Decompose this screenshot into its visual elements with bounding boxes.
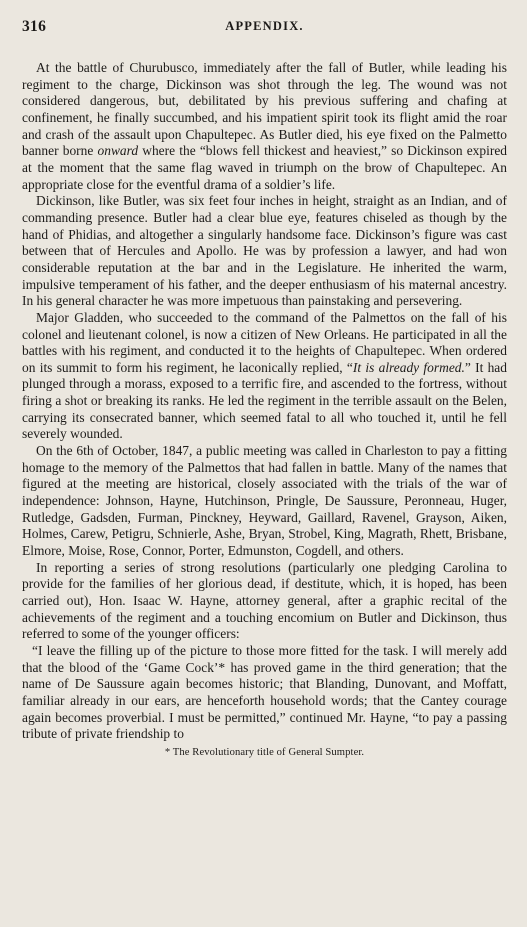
- body-text: [22, 60, 507, 743]
- paragraph-text: where the “blows fell thickest and heaviest,” so Dickinson expired at the moment that the same flag waved in triumph on the brow of Chapultepec. An appropriate close for the eventful drama of a soldier’s life.: [22, 143, 508, 192]
- paragraph-text: ” It had plunged through a morass, exposed to a terrific fire, and ascended to the fortress, without firing a shot or breaking its ranks. He led the regiment in the terrible assault on the Belen, carrying its consecrated banner, which seemed fatal to all who touched it, until he fell severely wounded.: [22, 359, 507, 442]
- paragraph-churubusco: [22, 60, 507, 193]
- emphasis-text: It is already formed.: [352, 359, 465, 375]
- footnote: * The Revolutionary title of General Sumpter.: [164, 746, 365, 758]
- paragraph-resolutions: In reporting a series of strong resolutions (particularly one pledging Carolina to provide for the families of her glorious dead, if destitute, which, it is hoped, has been carried out), Hon. Isaac W. Hayne, attorney general, after a graphic recital of the achievements of the regiment and a touching encomium on Butler and Dickinson, thus referred to some of the younger officers:: [22, 559, 507, 642]
- paragraph-text: Major Gladden, who succeeded to the command of the Palmettos on the fall of his colonel and lieutenant colonel, is now a citizen of New Orleans. He participated in all the battles with his regiment, and conducted it to the heights of Chapultepec. When ordered on its summit to form his regiment, he laconically replied, “: [22, 309, 507, 375]
- emphasis-text: onward: [97, 143, 139, 159]
- running-head: APPENDIX.: [225, 19, 304, 33]
- paragraph-text: At the battle of Churubusco, immediately after the fall of Butler, while leading his regiment to the charge, Dickinson was shot through the leg. The wound was not considered dangerous, but, debilitated by his previous suffering and chafing at confinement, he finally succumbed, and his impatient spirit took its flight amid the roar and crash of the assault upon Chapultepec. As Butler died, his eye fixed on the Palmetto banner borne: [22, 60, 507, 159]
- paragraph-gladden: [22, 310, 507, 443]
- paragraph-dickinson: Dickinson, like Butler, was six feet four inches in height, straight as an Indian, and of commanding presence. Butler had a clear blue eye, features chiseled as though by the hand of Phidias, and altogether a singularly handsome face. Dickinson’s figure was cast between that of Hercules and Apollo. He was by profession a lawyer, and had won considerable reputation at the bar and in the Legislature. He inherited the warm, impulsive temperament of his father, and the deeper enthusiasm of his maternal ancestry. In his general character he was more impetuous than painstaking and persevering.: [22, 193, 507, 309]
- paragraph-hayne-quote: “I leave the filling up of the picture to those more fitted for the task. I will merely add that the blood of the ‘Game Cock’* has proved game in the third generation; that the name of De Saussure again becomes historic; that Blanding, Dunovant, and Moffatt, familiar already in our ears, are henceforth household words; that the Cantey courage again becomes proverbial. I must be permitted,” continued Mr. Hayne, “to pay a passing tribute of private friendship to: [22, 642, 507, 742]
- paragraph-charleston-meeting: On the 6th of October, 1847, a public meeting was called in Charleston to pay a fitting homage to the memory of the Palmettos that had fallen in battle. Many of the names that figured at the meeting are historical, closely associated with the trials of the war of independence: Johnson, Hayne, Hutchinson, Pringle, De Saussure, Peronneau, Huger, Rutledge, Gadsden, Furman, Pinckney, Heyward, Gaillard, Ravenel, Grayson, Aiken, Holmes, Carew, Petigru, Schnierle, Ashe, Bryan, Strobel, King, Magrath, Rhett, Brisbane, Elmore, Moise, Rose, Connor, Porter, Edmunston, Cogdell, and others.: [22, 443, 507, 559]
- page-number: 316: [22, 18, 47, 35]
- page-header: [22, 14, 507, 40]
